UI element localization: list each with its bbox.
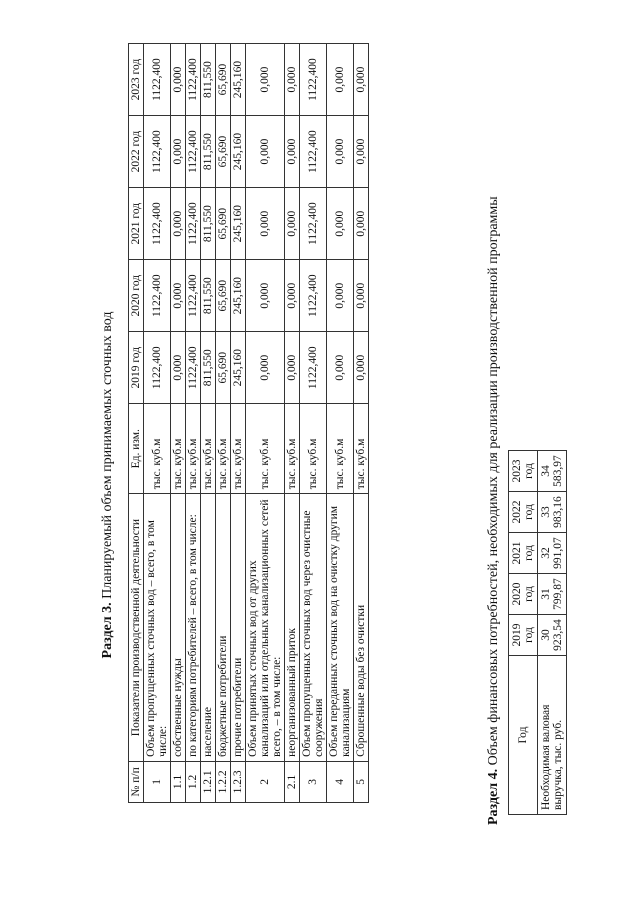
- row-label: Необходимая валовая выручка, тыс. руб.: [538, 656, 567, 815]
- row-value: 65,690: [216, 116, 231, 188]
- row-value: 1122,400: [144, 188, 171, 260]
- row-indicator: Объем пропущенных сточных вод через очистные сооружения: [300, 494, 327, 762]
- row-unit: тыс. куб.м: [327, 404, 354, 494]
- row-indicator: неорганизованный приток: [285, 494, 300, 762]
- row-value: 245,160: [231, 260, 246, 332]
- table-row: [144, 44, 171, 803]
- table-row: [216, 44, 231, 803]
- header-indicator: Показатели производственной деятельности: [129, 494, 144, 762]
- row-value: 811,550: [201, 332, 216, 404]
- row-number: 1.2.3: [231, 761, 246, 802]
- row-number: 4: [327, 761, 354, 802]
- row-value: 1122,400: [300, 116, 327, 188]
- row-number: 2: [246, 761, 285, 802]
- row-value: 245,160: [231, 116, 246, 188]
- row-number: 1: [144, 761, 171, 802]
- row-value: 0,000: [354, 260, 369, 332]
- value-2020: 31 799,87: [538, 574, 567, 615]
- row-indicator: население: [201, 494, 216, 762]
- row-number: 1.2.2: [216, 761, 231, 802]
- row-value: 0,000: [354, 188, 369, 260]
- row-value: 245,160: [231, 44, 246, 116]
- section3-title-text: Планируемый объем принимаемых сточных вод: [100, 311, 115, 599]
- row-value: 0,000: [171, 260, 186, 332]
- header-unit: Ед. изм.: [129, 404, 144, 494]
- table-row: [300, 44, 327, 803]
- row-value: 0,000: [285, 44, 300, 116]
- value-2019: 30 923,54: [538, 615, 567, 656]
- row-unit: тыс. куб.м: [216, 404, 231, 494]
- row-value: 811,550: [201, 188, 216, 260]
- row-unit: тыс. куб.м: [201, 404, 216, 494]
- row-number: 2.1: [285, 761, 300, 802]
- row-value: 0,000: [171, 44, 186, 116]
- row-value: 1122,400: [144, 116, 171, 188]
- row-indicator: Объем принятых сточных вод от других канализаций или отдельных канализационных сетей всего, – в том числе:: [246, 494, 285, 762]
- row-value: 1122,400: [144, 260, 171, 332]
- row-unit: тыс. куб.м: [186, 404, 201, 494]
- row-value: 0,000: [285, 116, 300, 188]
- row-value: 65,690: [216, 332, 231, 404]
- row-value: 0,000: [246, 260, 285, 332]
- row-value: 1122,400: [186, 116, 201, 188]
- financial-needs-table: [508, 450, 567, 815]
- row-unit: тыс. куб.м: [354, 404, 369, 494]
- row-value: 1122,400: [300, 332, 327, 404]
- header-2023: 2023 год: [509, 451, 538, 492]
- row-value: 0,000: [354, 332, 369, 404]
- row-value: 245,160: [231, 188, 246, 260]
- row-value: 0,000: [171, 116, 186, 188]
- row-value: 0,000: [171, 188, 186, 260]
- header-year: Год: [509, 656, 538, 815]
- row-value: 0,000: [246, 332, 285, 404]
- row-value: 0,000: [171, 332, 186, 404]
- row-value: 0,000: [246, 44, 285, 116]
- row-value: 0,000: [327, 44, 354, 116]
- row-value: 0,000: [285, 260, 300, 332]
- row-value: 0,000: [327, 260, 354, 332]
- table-row: [538, 451, 567, 815]
- table-header-row: [509, 451, 538, 815]
- row-value: 0,000: [285, 188, 300, 260]
- header-2021: 2021 год: [129, 188, 144, 260]
- row-value: 0,000: [354, 116, 369, 188]
- header-num: № п/п: [129, 761, 144, 802]
- row-number: 3: [300, 761, 327, 802]
- row-indicator: прочие потребители: [231, 494, 246, 762]
- table-row: [327, 44, 354, 803]
- row-value: 0,000: [285, 332, 300, 404]
- row-indicator: Объем пропущенных сточных вод – всего, в том числе:: [144, 494, 171, 762]
- row-value: 1122,400: [300, 260, 327, 332]
- row-indicator: по категориям потребителей – всего, в том числе:: [186, 494, 201, 762]
- row-number: 1.2: [186, 761, 201, 802]
- row-value: 65,690: [216, 260, 231, 332]
- row-value: 0,000: [354, 44, 369, 116]
- row-unit: тыс. куб.м: [144, 404, 171, 494]
- table-row: [201, 44, 216, 803]
- row-indicator: бюджетные потребители: [216, 494, 231, 762]
- row-value: 1122,400: [144, 332, 171, 404]
- table-header-row: [129, 44, 144, 803]
- row-indicator: Сброшенные воды без очистки: [354, 494, 369, 762]
- header-2021: 2021 год: [509, 533, 538, 574]
- row-indicator: Объем переданных сточных вод на очистку другим канализациям: [327, 494, 354, 762]
- row-value: 811,550: [201, 260, 216, 332]
- table-row: [186, 44, 201, 803]
- header-2022: 2022 год: [509, 492, 538, 533]
- header-2023: 2023 год: [129, 44, 144, 116]
- row-value: 65,690: [216, 188, 231, 260]
- header-2019: 2019 год: [509, 615, 538, 656]
- row-value: 1122,400: [186, 188, 201, 260]
- row-value: 245,160: [231, 332, 246, 404]
- header-2022: 2022 год: [129, 116, 144, 188]
- row-value: 811,550: [201, 116, 216, 188]
- row-number: 5: [354, 761, 369, 802]
- section4-title-bold: Раздел 4.: [486, 768, 501, 825]
- row-value: 1122,400: [186, 44, 201, 116]
- row-unit: тыс. куб.м: [231, 404, 246, 494]
- row-value: 811,550: [201, 44, 216, 116]
- row-value: 1122,400: [144, 44, 171, 116]
- row-unit: тыс. куб.м: [300, 404, 327, 494]
- header-2020: 2020 год: [509, 574, 538, 615]
- row-value: 0,000: [327, 188, 354, 260]
- table-row: [285, 44, 300, 803]
- header-2020: 2020 год: [129, 260, 144, 332]
- row-value: 0,000: [327, 332, 354, 404]
- table-row: [231, 44, 246, 803]
- row-value: 0,000: [246, 116, 285, 188]
- header-2019: 2019 год: [129, 332, 144, 404]
- section4-title: [486, 196, 502, 825]
- row-value: 65,690: [216, 44, 231, 116]
- row-unit: тыс. куб.м: [285, 404, 300, 494]
- table-row: [354, 44, 369, 803]
- table-row: [171, 44, 186, 803]
- row-unit: тыс. куб.м: [246, 404, 285, 494]
- row-unit: тыс. куб.м: [171, 404, 186, 494]
- row-indicator: собственные нужды: [171, 494, 186, 762]
- row-value: 1122,400: [300, 188, 327, 260]
- row-value: 1122,400: [186, 332, 201, 404]
- row-value: 0,000: [327, 116, 354, 188]
- row-number: 1.1: [171, 761, 186, 802]
- row-number: 1.2.1: [201, 761, 216, 802]
- value-2021: 32 991,07: [538, 533, 567, 574]
- value-2022: 33 983,16: [538, 492, 567, 533]
- section3-title-bold: Раздел 3.: [100, 602, 115, 659]
- row-value: 0,000: [246, 188, 285, 260]
- table-row: [246, 44, 285, 803]
- value-2023: 34 583,97: [538, 451, 567, 492]
- section4-title-text: Объем финансовых потребностей, необходимых для реализации производственной программы: [486, 196, 501, 766]
- wastewater-volume-table: [128, 43, 369, 803]
- section3-title: [100, 205, 116, 765]
- row-value: 1122,400: [300, 44, 327, 116]
- row-value: 1122,400: [186, 260, 201, 332]
